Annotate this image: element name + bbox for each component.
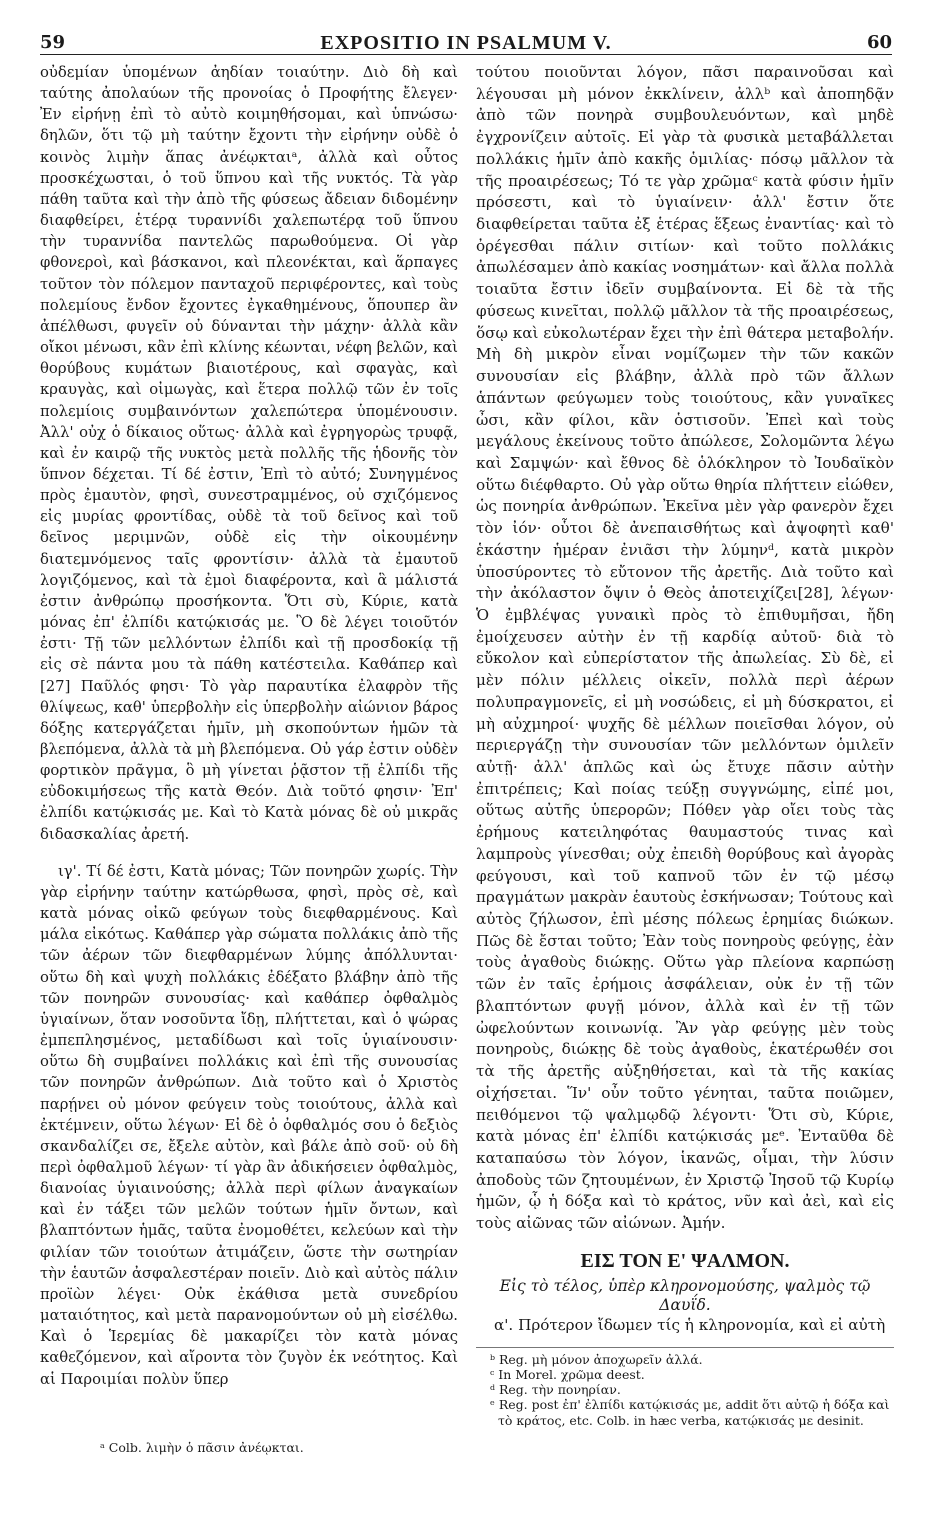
footnote-c: ᶜ In Morel. χρῶμα deest.: [490, 1366, 645, 1382]
right-paragraph-1: τούτου ποιοῦνται λόγον, πᾶσι παραινοῦσαι καὶ λέγουσαι μὴ μόνον ἐκκλίνειν, ἀλλᵇ καὶ ἀποπηδᾷν ἀπὸ τῶν πονηρὰ συμβουλευόντων, καὶ μηδὲ ἐγχρονίζειν αὐτοῖς. Εἰ γὰρ τὰ φυσικὰ μεταβάλλεται πολλάκις ἡμῖν ἀπὸ κακῆς ὁμιλίας· πόσῳ μᾶλλον τὰ τῆς προαιρέσεως; Τό τε γὰρ χρῶμαᶜ κατὰ φύσιν ἡμῖν πρόσεστι, καὶ τὸ ὑγιαίνειν· ἀλλ' ἔστιν ὅτε διαφθείρεται ταῦτα ἐξ ἑτέρας ἕξεως ἐναντίας· καὶ τὸ ὀρέγεσθαι πάλιν σιτίων· καὶ τοῦτο πολλάκις ἀπωλέσαμεν ἀπὸ κακίας νοσημάτων· καὶ ἄλλα πολλὰ τοιαῦτα ἔστιν ἰδεῖν συμβαίνοντα. Εἰ δὲ τὰ τῆς φύσεως κινεῖται, πολλῷ μᾶλλον τὰ τῆς προαιρέσεως, ὅσῳ καὶ εὐκολωτέραν ἔχει τὴν ἐπὶ θάτερα μεταβολήν. Μὴ δὴ μικρὸν εἶναι νομίζωμεν τὴν τῶν κακῶν συνουσίαν εἰς βλάβην, ἀλλὰ πρὸ τῶν ἄλλων ἁπάντων φεύγωμεν τοὺς τοιούτους, κἂν γυναῖκες ὦσι, κἂν φίλοι, κἂν ὁστισοῦν. Ἐπεὶ καὶ τοὺς μεγάλους ἐκείνους τοῦτο ἀπώλεσε, Σολομῶντα λέγω καὶ Σαμψών· καὶ ἔθνος δὲ ὁλόκληρον τὸ Ἰουδαϊκὸν οὕτω διέφθαρτο. Οὐ γὰρ οὕτω θηρία πλήττειν εἰώθεν, ὡς πονηρία ἀνθρώπων. Ἐκεῖνα μὲν γὰρ φανερὸν ἔχει τὸν ἰόν· οὗτοι δὲ ἀνεπαισθήτως καὶ ἀψοφητὶ καθ' ἑκάστην ἡμέραν ἐνιᾶσι τὴν λύμηνᵈ, κατὰ μικρὸν ὑποσύροντες τὸ εὔτονον τῆς ἀρετῆς. Διὰ τοῦτο καὶ τὴν ἀκόλαστον ὄψιν ὁ Θεὸς ἀποτειχίζει[28], λέγων· Ὁ ἐμβλέψας γυναικὶ πρὸς τὸ ἐπιθυμῆσαι, ἤδη ἐμοίχευσεν αὐτὴν ἐν τῇ καρδίᾳ αὐτοῦ· διὰ τὸ εὔκολον καὶ εὐπερίστατον τῆς ἀπωλείας. Σὺ δὲ, εἰ μὲν πόλιν μέλλεις οἰκεῖν, πολλὰ περὶ ἀέρων πολυπραγμονεῖς, εἰ μὴ νοσώδεις, εἰ μὴ δύσκρατοι, εἰ μὴ αὐχμηροί· ψυχῆς δὲ μέλλων ποιεῖσθαι λόγον, οὐ περιεργάζῃ τὴν συνουσίαν τῶν μελλόντων ὁμιλεῖν αὐτῇ· ἀλλ' ἁπλῶς καὶ ὡς ἔτυχε πᾶσιν αὐτὴν ἐπιτρέπεις; Καὶ ποίας τεύξῃ συγγνώμης, εἰπέ μοι, οὕτως αὐτῆς ὑπερορῶν; Πόθεν γὰρ οἴει τοὺς τὰς ἐρήμους κατειληφότας θαυμαστούς τινας καὶ λαμπροὺς γίνεσθαι; οὐχ ἐπειδὴ θορύβους καὶ ἀγορὰς φεύγουσι, καὶ τοῦ καπνοῦ τῶν ἐν τῷ μέσῳ πραγμάτων μακρὰν ἑαυτοὺς ἐσκήνωσαν; Τούτους καὶ αὐτὸς ζήλωσον, ἐπὶ μέσης πόλεως ἐρημίας διώκων. Πῶς δὲ ἔσται τοῦτο; Ἐὰν τοὺς πονηροὺς φεύγῃς, ἐὰν τοὺς ἀγαθοὺς διώκῃς. Οὕτω γὰρ πλείονα καρπώσῃ τῶν ἐν ταῖς ἐρήμοις ἀσφάλειαν, οὐκ ἐν τῇ τῶν βλαπτόντων φυγῇ μόνον, ἀλλὰ καὶ ἐν τῇ τῶν ὠφελούντων κοινωνίᾳ. Ἂν γὰρ φεύγῃς μὲν τοὺς πονηροὺς, διώκῃς δὲ τοὺς ἀγαθοὺς, ἑκατέρωθέν σοι τὰ τῆς ἀρετῆς αὐξηθήσεται, καὶ τὰ τῆς κακίας οἰχήσεται. Ἵν' οὖν τοῦτο γένηται, ταῦτα ποιῶμεν, πειθόμενοι τῷ ψαλμῳδῷ λέγοντι· Ὅτι σὺ, Κύριε, κατὰ μόνας ἐπ' ἐλπίδι κατῴκισάς μεᵉ. Ἐνταῦθα δὲ καταπαύσω τὸν λόγον, ἱκανῶς, οἶμαι, τὴν λύσιν ἀποδοὺς τῶν ζητουμένων, ἐν Χριστῷ Ἰησοῦ τῷ Κυρίῳ ἡμῶν, ᾧ ἡ δόξα καὶ τὸ κράτος, νῦν καὶ ἀεὶ, καὶ εἰς τοὺς αἰῶνας τῶν αἰώνων. Ἀμήν.: [476, 63, 894, 1233]
page-number-right: 60: [866, 32, 892, 53]
page-number-left: 59: [40, 32, 66, 53]
left-paragraph-2: ιγ'. Τί δέ ἐστι, Κατὰ μόνας; Τῶν πονηρῶν χωρίς. Τὴν γὰρ εἰρήνην ταύτην κατώρθωσα, φησὶ, πρὸς σὲ, καὶ κατὰ μόνας οἰκῶ φεύγων τοὺς διεφθαρμένους. Καὶ μάλα εἰκότως. Καθάπερ γὰρ σώματα πολλάκις ἀπὸ τῆς τῶν ἀέρων τῶν διεφθαρμένων λύμης ἀπόλλυνται· οὕτω δὴ καὶ ψυχὴ πολλάκις ἐδέξατο βλάβην ἀπὸ τῆς τῶν πονηρῶν συνουσίας· καὶ καθάπερ ὀφθαλμὸς ὑγιαίνων, ὅταν νοσοῦντα ἴδῃ, πλήττεται, καὶ ὁ ψώρας ἐμπεπλησμένος, μεταδίδωσι καὶ τοῖς ὑγιαίνουσιν· οὕτω δὴ συμβαίνει πολλάκις καὶ ἐπὶ τῆς συνουσίας τῶν πονηρῶν ἀνθρώπων. Διὰ τοῦτο καὶ ὁ Χριστὸς παρῄνει οὐ μόνον φεύγειν τοὺς τοιούτους, ἀλλὰ καὶ ἐκτέμνειν, οὕτω λέγων· Εἰ δὲ ὁ ὀφθαλμός σου ὁ δεξιὸς σκανδαλίζει σε, ἔξελε αὐτὸν, καὶ βάλε ἀπὸ σοῦ· οὐ δὴ περὶ ὀφθαλμοῦ λέγων· τί γὰρ ἂν ἀδικήσειεν ὀφθαλμὸς, διανοίας ὑγιαινούσης; ἀλλὰ περὶ φίλων ἀναγκαίων καὶ ἐν τάξει τῶν μελῶν τούτων ἡμῖν ὄντων, καὶ βλαπτόντων ἡμᾶς, ταῦτα ἐνομοθέτει, κελεύων καὶ τὴν φιλίαν τῶν τοιούτων ἀτιμάζειν, ὥστε τὴν σωτηρίαν τὴν ἑαυτῶν ἀσφαλεστέραν ποιεῖν. Διὸ καὶ αὐτὸς πάλιν προϊὼν λέγει· Οὐκ ἐκάθισα μετὰ συνεδρίου ματαιότητος, καὶ μετὰ παρανομούντων οὐ μὴ εἰσέλθω. Καὶ ὁ Ἱερεμίας δὲ μακαρίζει τὸν κατὰ μόνας καθεζόμενον, καὶ αἴροντα τὸν ζυγὸν ἐκ νεότητος. Καὶ αἱ Παροιμίαι πολὺν ὕπερ: [40, 862, 458, 1388]
psalm-heading: ΕΙΣ ΤΟΝ Ε' ΨΑΛΜΟΝ.: [580, 1249, 790, 1272]
footnote-b: ᵇ Reg. μὴ μόνον ἀποχωρεῖν ἀλλά.: [490, 1351, 703, 1367]
left-column: [40, 62, 458, 1390]
footnote-d: ᵈ Reg. τὴν πονηρίαν.: [490, 1382, 621, 1398]
footnote-e: ᵉ Reg. post ἐπ' ἐλπίδι κατῴκισάς με, addit ὅτι αὐτῷ ἡ δόξα καὶ τὸ κράτος, etc. Colb. in hæc verba, κατῴκισάς με desinit.: [490, 1397, 890, 1428]
left-footnote: ᵃ Colb. λιμὴν ὁ πᾶσιν ἀνέῳκται.: [100, 1440, 304, 1455]
right-paragraph-2: α'. Πρότερον ἴδωμεν τίς ἡ κληρονομία, καὶ εἰ αὐτὴ: [494, 1315, 886, 1334]
psalm-subtitle: Εἰς τὸ τέλος, ὑπὲρ κληρονομούσης, ψαλμὸς τῷ Δαυΐδ.: [499, 1276, 871, 1314]
right-column: [476, 62, 894, 1428]
page-header: [40, 14, 892, 55]
left-paragraph-1: οὐδεμίαν ὑπομένων ἀηδίαν τοιαύτην. Διὸ δὴ καὶ ταύτης ἀπολαύων τῆς προνοίας ὁ Προφήτης ἔλεγεν· Ἐν εἰρήνῃ ἐπὶ τὸ αὐτὸ κοιμηθήσομαι, καὶ ὑπνώσω· δηλῶν, ὅτι τῷ μὴ ταύτην ἔχοντι τὴν εἰρήνην οὐδὲ ὁ κοινὸς λιμὴν ἅπας ἀνέῳκταιᵃ, ἀλλὰ καὶ οὗτος προσκέχωσται, ὁ τοῦ ὕπνου καὶ τῆς νυκτός. Τὰ γὰρ πάθη ταῦτα καὶ τὴν ἀπὸ τῆς φύσεως ἄδειαν διδομένην διαφθείρει, ἑτέρᾳ τυραννίδι χαλεπωτέρᾳ τοῦ ὕπνου τὴν τυραννίδα παντελῶς παρωθούμενα. Οἱ γὰρ φθονεροὶ, καὶ βάσκανοι, καὶ πλεονέκται, καὶ ἅρπαγες τοῦτον τὸν πόλεμον πανταχοῦ περιφέροντες, καὶ τοὺς πολεμίους ἔνδον ἔχοντες ἐγκαθημένους, ὅπουπερ ἂν ἀπέλθωσι, φυγεῖν οὐ δύνανται τὴν μάχην· ἀλλὰ κἂν οἴκοι μένωσι, κἂν ἐπὶ κλίνης κέωνται, νέφη βελῶν, καὶ θορύβους κυμάτων βιαιοτέρους, καὶ σφαγὰς, καὶ κραυγὰς, καὶ οἰμωγὰς, καὶ ἕτερα πολλῷ τῶν ἐν τοῖς πολεμίοις συμβαινόντων χαλεπώτερα ὑπομένουσιν. Ἀλλ' οὐχ ὁ δίκαιος οὕτως· ἀλλὰ καὶ ἐγρηγορὼς τρυφᾷ, καὶ ἐν καιρῷ τῆς νυκτὸς μετὰ πολλῆς τῆς ἡδονῆς τὸν ὕπνον δέχεται. Τί δέ ἐστιν, Ἐπὶ τὸ αὐτό; Συνηγμένος πρὸς ἐμαυτὸν, φησὶ, συνεστραμμένος, οὐ σχιζόμενος εἰς μυρίας φροντίδας, οὐδὲ τὰ τοῦ δεῖνος καὶ τοῦ δεῖνος μεριμνῶν, οὐδὲ εἰς τὴν οἰκουμένην διατεμνόμενος ταῖς φροντίσιν· ἀλλὰ τὰ ἐμαυτοῦ λογιζόμενος, καὶ τὰ ἐμοὶ διαφέροντα, καὶ ἃ μάλιστά ἐστιν ἀνθρώπῳ προσήκοντα. Ὅτι σὺ, Κύριε, κατὰ μόνας ἐπ' ἐλπίδι κατῴκισάς με. Ὃ δὲ λέγει τοιοῦτόν ἐστι· Τῇ τῶν μελλόντων ἐλπίδι καὶ τῇ προσδοκίᾳ τῇ εἰς σὲ πάντα μου τὰ πάθη κατέστειλα. Καθάπερ καὶ [27] Παῦλός φησι· Τὸ γὰρ παραυτίκα ἐλαφρὸν τῆς θλίψεως, καθ' ὑπερβολὴν εἰς ὑπερβολὴν αἰώνιον βάρος δόξης κατεργάζεται ἡμῖν, μὴ σκοπούντων ἡμῶν τὰ βλεπόμενα, ἀλλὰ τὰ μὴ βλεπόμενα. Οὐ γάρ ἐστιν οὐδὲν φορτικὸν πρᾶγμα, ὃ μὴ γίνεται ῥᾷστον τῇ ἐλπίδι τῆς εὐδοκιμήσεως τῆς κατὰ Θεόν. Διὰ τοῦτό φησιν· Ἐπ' ἐλπίδι κατῴκισάς με. Καὶ τὸ Κατὰ μόνας δὲ οὐ μικρᾶς διδασκαλίας ἀρετή.: [40, 64, 458, 843]
footnotes: [476, 1347, 894, 1428]
running-title: EXPOSITIO IN PSALMUM V.: [320, 32, 612, 54]
